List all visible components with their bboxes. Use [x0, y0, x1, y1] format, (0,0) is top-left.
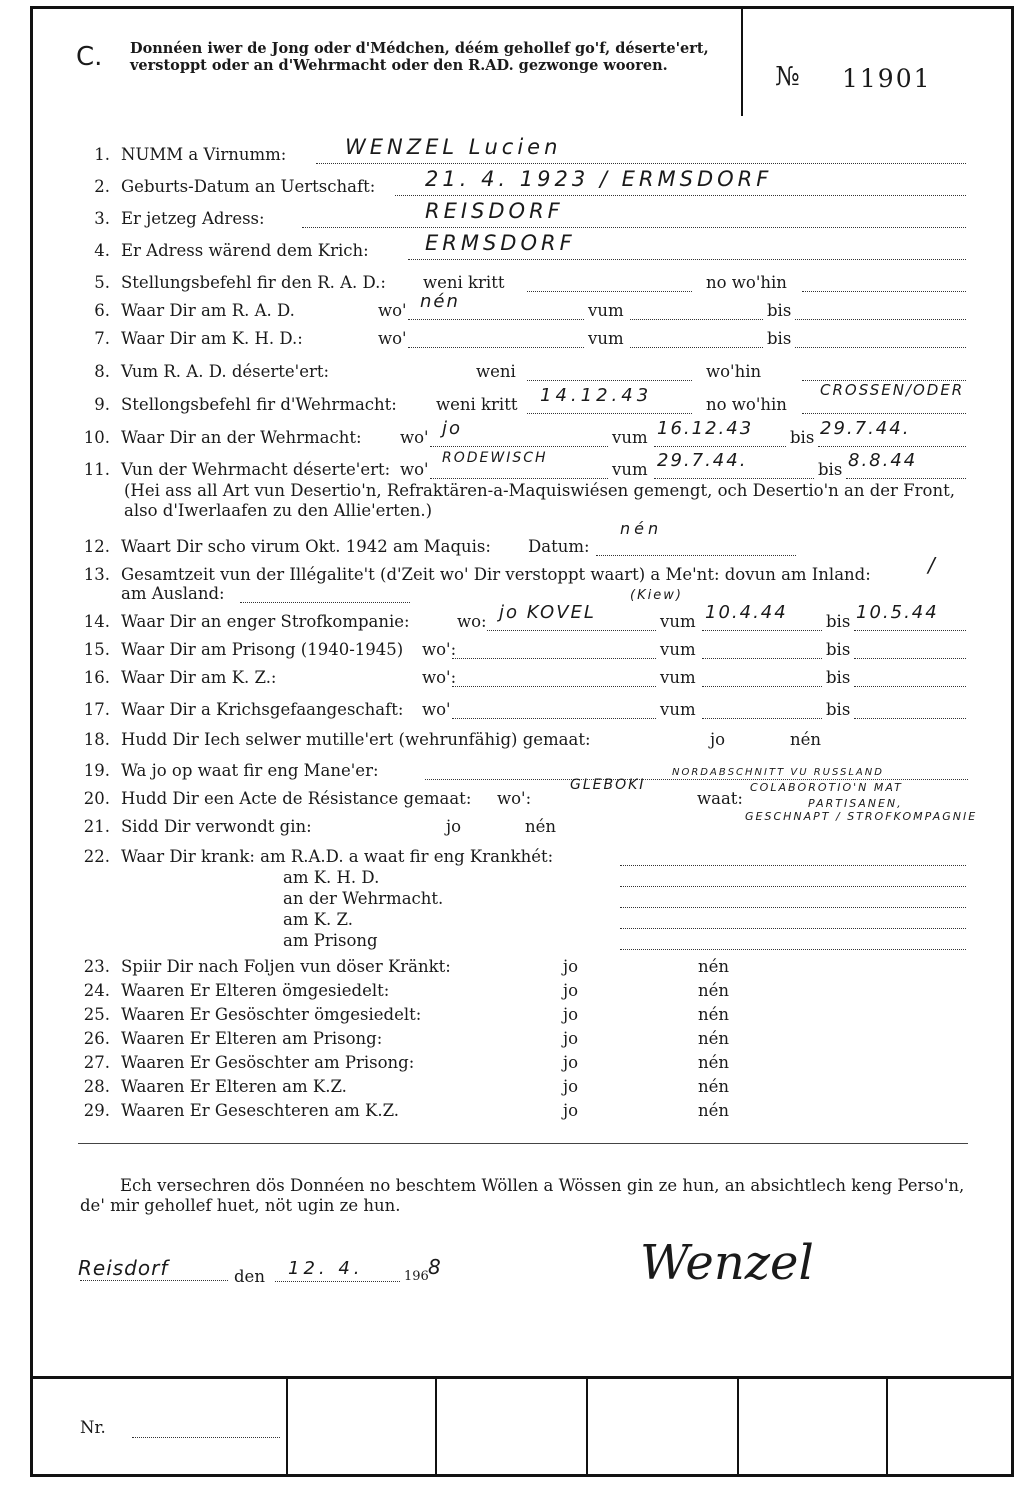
section-letter: C.	[76, 42, 103, 72]
line-24-number: 24.	[83, 981, 110, 1000]
line-20-waat-label: waat:	[697, 789, 743, 808]
footer-col-2	[435, 1379, 437, 1474]
line-23-jo: jo	[563, 957, 579, 976]
line-12-datum-line	[596, 555, 796, 556]
line-7-wo-label: wo'	[378, 329, 407, 348]
line-22-label: Waar Dir krank: am R.A.D. a waat fir eng Krankhét:	[121, 847, 554, 866]
line-22-sub-4: am Prisong	[283, 931, 378, 950]
line-16-vum-label: vum	[660, 668, 696, 687]
line-2-label: Geburts-Datum an Uertschaft:	[121, 177, 376, 196]
header-divider	[741, 6, 743, 116]
line-17-bis-line	[854, 718, 966, 719]
line-11-label: Vun der Wehrmacht déserte'ert:	[121, 460, 391, 479]
line-10-wo-line	[430, 446, 608, 447]
line-6-bis-line	[795, 319, 966, 320]
line-20-wo-note: NORDABSCHNITT VU RUSSLAND	[672, 767, 884, 778]
line-7-bis-line	[795, 347, 966, 348]
line-9-wohin-label: no wo'hin	[706, 395, 787, 414]
line-5-weni-label: weni kritt	[423, 273, 505, 292]
line-10-bis-label: bis	[790, 428, 815, 447]
line-9-wohin-answer: CROSSEN/ODER	[820, 381, 965, 399]
place-handwritten: Reisdorf	[78, 1256, 169, 1280]
line-20-label: Hudd Dir een Acte de Résistance gemaat:	[121, 789, 472, 808]
line-27-number: 27.	[83, 1053, 110, 1072]
line-1-answer: WENZEL Lucien	[345, 135, 562, 159]
line-22-sub-line-3	[620, 928, 966, 929]
line-25-number: 25.	[83, 1005, 110, 1024]
line-14-wo-answer: jo KOVEL	[499, 602, 596, 623]
line-8-weni-line	[527, 380, 692, 381]
line-11-bis-answer: 8.8.44	[848, 450, 918, 471]
line-14-wo-line	[487, 630, 656, 631]
line-14-bis-label: bis	[826, 612, 851, 631]
line-22-answer-line	[620, 865, 966, 866]
nr-label: Nr.	[80, 1418, 106, 1437]
line-4-answer-line	[408, 259, 966, 260]
line-28-number: 28.	[83, 1077, 110, 1096]
line-15-wo-line	[452, 658, 656, 659]
line-7-vum-label: vum	[588, 329, 624, 348]
line-9-number: 9.	[94, 395, 110, 414]
footer-table-top	[30, 1376, 1014, 1379]
line-12-datum-answer: nén	[620, 519, 663, 538]
line-9-wohin-line	[802, 413, 966, 414]
line-12-datum-label: Datum:	[528, 537, 590, 556]
line-11-wo-label: wo'	[400, 460, 429, 479]
line-16-wo-label: wo':	[422, 668, 457, 687]
nr-line	[132, 1437, 280, 1438]
line-9-label: Stellongsbefehl fir d'Wehrmacht:	[121, 395, 397, 414]
line-4-number: 4.	[94, 241, 110, 260]
line-11-wo-answer: RODEWISCH	[442, 450, 548, 466]
line-8-wohin-label: wo'hin	[706, 362, 762, 381]
line-25-nen: nén	[698, 1005, 730, 1024]
line-10-number: 10.	[83, 428, 110, 447]
line-14-vum-line	[702, 630, 822, 631]
line-27-nen: nén	[698, 1053, 730, 1072]
line-16-vum-line	[702, 686, 822, 687]
line-2-answer: 21. 4. 1923 / ERMSDORF	[425, 167, 773, 191]
line-20-waat-answer: COLABOROTIO'N MAT	[750, 781, 903, 794]
line-22-sub-line-4	[620, 949, 966, 950]
line-5-wohin-line	[802, 291, 966, 292]
line-16-label: Waar Dir am K. Z.:	[121, 668, 277, 687]
line-16-bis-label: bis	[826, 668, 851, 687]
line-13-label: Gesamtzeit vun der Illégalite't (d'Zeit wo' Dir verstoppt waart) a Me'nt: dovun am Inland:	[121, 565, 871, 584]
line-6-wo-answer: nén	[420, 291, 460, 312]
line-22-sub-2: an der Wehrmacht.	[283, 889, 444, 908]
line-28-label: Waaren Er Elteren am K.Z.	[121, 1077, 347, 1096]
bottom-rule	[30, 1474, 1014, 1477]
line-16-number: 16.	[83, 668, 110, 687]
line-7-vum-line	[630, 347, 763, 348]
line-2-number: 2.	[94, 177, 110, 196]
line-10-vum-label: vum	[612, 428, 648, 447]
line-26-number: 26.	[83, 1029, 110, 1048]
line-2-answer-line	[395, 195, 966, 196]
line-8-number: 8.	[94, 362, 110, 381]
year-handwritten: 8	[428, 1255, 445, 1279]
line-17-vum-label: vum	[660, 700, 696, 719]
line-13-ausland-line	[240, 602, 410, 603]
line-23-number: 23.	[83, 957, 110, 976]
place-line	[80, 1280, 228, 1281]
line-7-bis-label: bis	[767, 329, 792, 348]
line-10-vum-line	[654, 446, 786, 447]
line-14-vum-answer: 10.4.44	[705, 602, 788, 623]
line-11-number: 11.	[83, 460, 110, 479]
line-26-jo: jo	[563, 1029, 579, 1048]
line-12-label: Waart Dir scho virum Okt. 1942 am Maquis:	[121, 537, 491, 556]
footer-col-3	[586, 1379, 588, 1474]
line-22-sub-line-2	[620, 907, 966, 908]
line-9-weni-label: weni kritt	[436, 395, 518, 414]
line-5-wohin-label: no wo'hin	[706, 273, 787, 292]
line-14-vum-label: vum	[660, 612, 696, 631]
line-17-label: Waar Dir a Krichsgefaangeschaft:	[121, 700, 404, 719]
line-24-jo: jo	[563, 981, 579, 1000]
line-10-bis-line	[818, 446, 966, 447]
line-5-weni-line	[527, 291, 692, 292]
line-18-label: Hudd Dir Iech selwer mutille'ert (wehrunfähig) gemaat:	[121, 730, 591, 749]
line-13-answer: /	[928, 553, 939, 577]
line-11-wo-line	[430, 478, 608, 479]
line-1-number: 1.	[94, 145, 110, 164]
line-8-label: Vum R. A. D. déserte'ert:	[121, 362, 330, 381]
line-22-sub-line-1	[620, 886, 966, 887]
line-15-bis-line	[854, 658, 966, 659]
line-11-vum-answer: 29.7.44.	[657, 450, 748, 471]
line-6-bis-label: bis	[767, 301, 792, 320]
line-21-number: 21.	[83, 817, 110, 836]
line-11-bis-label: bis	[818, 460, 843, 479]
line-15-vum-label: vum	[660, 640, 696, 659]
line-1-label: NUMM a Virnumm:	[121, 145, 287, 164]
line-9-weni-line	[527, 413, 692, 414]
line-22-number: 22.	[83, 847, 110, 866]
line-14-wo-label: wo:	[457, 612, 487, 631]
line-21-label: Sidd Dir verwondt gin:	[121, 817, 312, 836]
line-3-number: 3.	[94, 209, 110, 228]
footer-col-4	[737, 1379, 739, 1474]
line-29-label: Waaren Er Geseschteren am K.Z.	[121, 1101, 400, 1120]
line-11-vum-line	[654, 478, 814, 479]
line-17-vum-line	[702, 718, 822, 719]
year-printed: 196	[404, 1269, 429, 1284]
line-11-bis-line	[846, 478, 966, 479]
line-17-bis-label: bis	[826, 700, 851, 719]
line-6-wo-line	[408, 319, 584, 320]
line-16-bis-line	[854, 686, 966, 687]
line-7-number: 7.	[94, 329, 110, 348]
line-28-jo: jo	[563, 1077, 579, 1096]
line-12-number: 12.	[83, 537, 110, 556]
line-19-label: Wa jo op waat fir eng Mane'er:	[121, 761, 379, 780]
date-handwritten: 12. 4.	[288, 1258, 364, 1279]
line-7-wo-line	[408, 347, 584, 348]
line-3-answer: REISDORF	[425, 199, 564, 223]
line-15-label: Waar Dir am Prisong (1940-1945)	[121, 640, 404, 659]
line-29-number: 29.	[83, 1101, 110, 1120]
line-25-jo: jo	[563, 1005, 579, 1024]
line-6-number: 6.	[94, 301, 110, 320]
line-15-wo-label: wo':	[422, 640, 457, 659]
line-14-bis-line	[854, 630, 966, 631]
line-7-label: Waar Dir am K. H. D.:	[121, 329, 303, 348]
footer-col-5	[886, 1379, 888, 1474]
line-4-label: Er Adress wärend dem Krich:	[121, 241, 369, 260]
line-9-weni-answer: 14.12.43	[540, 385, 653, 406]
line-24-label: Waaren Er Elteren ömgesiedelt:	[121, 981, 390, 1000]
line-3-answer-line	[302, 227, 966, 228]
line-18-jo: jo	[710, 730, 726, 749]
line-11-vum-label: vum	[612, 460, 648, 479]
line-21-note: GESCHNAPT / STROFKOMPAGNIE	[745, 810, 978, 823]
line-13-number: 13.	[83, 565, 110, 584]
line-23-label: Spiir Dir nach Foljen vun döser Kränkt:	[121, 957, 451, 976]
line-19-answer-line	[425, 779, 968, 780]
line-26-label: Waaren Er Elteren am Prisong:	[121, 1029, 383, 1048]
form-number: 11901	[842, 64, 932, 93]
line-20-number: 20.	[83, 789, 110, 808]
line-26-nen: nén	[698, 1029, 730, 1048]
line-23-nen: nén	[698, 957, 730, 976]
line-21-nen: nén	[525, 817, 557, 836]
number-sign: №	[775, 62, 800, 92]
line-19-number: 19.	[83, 761, 110, 780]
line-1-answer-line	[316, 163, 966, 164]
line-27-jo: jo	[563, 1053, 579, 1072]
line-15-vum-line	[702, 658, 822, 659]
line-14-bis-answer: 10.5.44	[856, 602, 939, 623]
line-27-label: Waaren Er Gesöschter am Prisong:	[121, 1053, 415, 1072]
den-label: den	[234, 1267, 265, 1286]
line-10-bis-answer: 29.7.44.	[820, 418, 911, 439]
line-15-bis-label: bis	[826, 640, 851, 659]
line-20-wo-answer: GLEBOKI	[570, 777, 646, 793]
line-11-note: (Hei ass all Art vun Desertio'n, Refraktären-a-Maquiswiésen gemengt, och Desertio'n an der Front, also d'Iwerlaafen zu den Allie'erten.)	[124, 481, 955, 520]
line-14-label: Waar Dir an enger Strofkompanie:	[121, 612, 410, 631]
line-17-number: 17.	[83, 700, 110, 719]
line-20-wo-label: wo':	[497, 789, 532, 808]
line-29-jo: jo	[563, 1101, 579, 1120]
line-10-wo-answer: jo	[442, 418, 463, 439]
line-16-wo-line	[452, 686, 656, 687]
line-6-vum-line	[630, 319, 763, 320]
line-18-number: 18.	[83, 730, 110, 749]
line-20-waat-answer-2: PARTISANEN,	[808, 797, 903, 810]
line-6-wo-label: wo'	[378, 301, 407, 320]
line-22-sub-1: am K. H. D.	[283, 868, 380, 887]
line-10-vum-answer: 16.12.43	[657, 418, 754, 439]
line-29-nen: nén	[698, 1101, 730, 1120]
line-17-wo-line	[452, 718, 656, 719]
line-22-sub-3: am K. Z.	[283, 910, 353, 929]
line-25-label: Waaren Er Gesöschter ömgesiedelt:	[121, 1005, 422, 1024]
date-line	[275, 1281, 400, 1282]
line-14-wo-note: (Kiew)	[630, 588, 683, 603]
line-8-weni-label: weni	[476, 362, 516, 381]
line-13-label-2: am Ausland:	[121, 584, 225, 603]
declaration-text: Ech versechren dös Donnéen no beschtem Wöllen a Wössen gin ze hun, an absichtlech keng Perso'n, de' mir gehollef huet, nöt ugin ze hun.	[80, 1176, 965, 1215]
footer-col-1	[286, 1379, 288, 1474]
line-18-nen: nén	[790, 730, 822, 749]
line-5-number: 5.	[94, 273, 110, 292]
line-24-nen: nén	[698, 981, 730, 1000]
line-10-wo-label: wo'	[400, 428, 429, 447]
signature: Wenzel	[640, 1235, 814, 1291]
line-6-vum-label: vum	[588, 301, 624, 320]
line-3-label: Er jetzeg Adress:	[121, 209, 265, 228]
line-21-jo: jo	[446, 817, 462, 836]
line-6-label: Waar Dir am R. A. D.	[121, 301, 295, 320]
line-4-answer: ERMSDORF	[425, 231, 576, 255]
line-28-nen: nén	[698, 1077, 730, 1096]
line-15-number: 15.	[83, 640, 110, 659]
separator	[78, 1143, 968, 1144]
line-10-label: Waar Dir an der Wehrmacht:	[121, 428, 362, 447]
line-14-number: 14.	[83, 612, 110, 631]
line-5-label: Stellungsbefehl fir den R. A. D.:	[121, 273, 386, 292]
line-17-wo-label: wo'	[422, 700, 451, 719]
section-heading: Donnéen iwer de Jong oder d'Médchen, déém gehollef go'f, déserte'ert, verstoppt oder an d'Wehrmacht oder den R.AD. gezwonge wooren.	[130, 40, 709, 74]
